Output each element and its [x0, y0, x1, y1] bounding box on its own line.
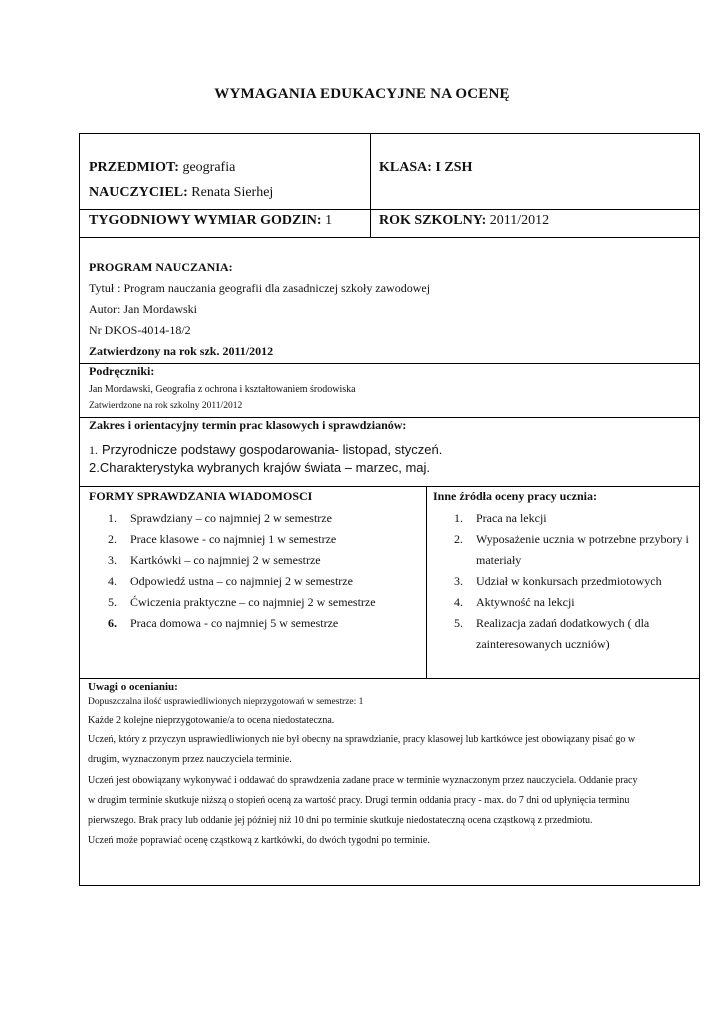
sources-item-text: zainteresowanych uczniów): [476, 637, 610, 651]
schedule-row: [80, 418, 699, 487]
remarks-line: w drugim terminie skutkuje niższą o stopień oceną za wartość pracy. Drugi termin oddania pracy - max. do 7 dni od upłynięcia terminu: [88, 795, 630, 806]
forms-row: [80, 487, 699, 679]
sources-item-text: Aktywność na lekcji: [476, 595, 575, 609]
page-title: WYMAGANIA EDUKACYJNE NA OCENĘ: [214, 86, 510, 102]
remarks-line: Uczeń może poprawiać ocenę cząstkową z kartkówki, do dwóch tygodni po terminie.: [88, 835, 430, 846]
remarks-cell: [80, 679, 699, 885]
subject-value: geografia: [182, 160, 236, 175]
subject-cell: [80, 134, 371, 209]
schedule-line-2: 2.Charakterystyka wybranych krajów świata – marzec, maj.: [89, 460, 431, 475]
class-cell: [371, 134, 699, 209]
program-number: Nr DKOS-4014-18/2: [89, 323, 191, 337]
teacher-line: [89, 185, 273, 201]
subject-line: [89, 160, 235, 176]
sources-item: [454, 595, 689, 616]
schedule-heading: Zakres i orientacyjny termin prac klasowych i sprawdzianów:: [89, 418, 407, 432]
sources-item-text: materiały: [476, 553, 522, 567]
forms-item: [108, 616, 376, 637]
textbooks-heading: Podręczniki:: [89, 364, 155, 378]
forms-item-number: 4.: [108, 574, 117, 588]
hours-label: TYGODNIOWY WYMIAR GODZIN:: [89, 213, 322, 228]
class-line: [379, 160, 472, 176]
requirements-table: [79, 133, 700, 886]
remarks-line: Uczeń, który z przyczyn usprawiedliwionych nie był obecny na sprawdzianie, pracy klasowej lub kartkówce jest obowiązany pisać go w: [88, 734, 636, 745]
forms-item-text: Ćwiczenia praktyczne – co najmniej 2 w semestrze: [130, 595, 376, 609]
subject-row: [80, 134, 699, 210]
sources-item-number: 4.: [454, 595, 463, 609]
forms-item: [108, 511, 376, 532]
schedule-line-1-num: 1.: [89, 443, 98, 457]
sources-heading: Inne źródła oceny pracy ucznia:: [433, 489, 597, 503]
hours-row: [80, 210, 699, 238]
sources-item-number: 5.: [454, 616, 463, 630]
teacher-value: Renata Sierhej: [191, 185, 274, 200]
forms-item-number: 2.: [108, 532, 117, 546]
sources-item-text: Udział w konkursach przedmiotowych: [476, 574, 662, 588]
class-value: I ZSH: [435, 160, 473, 175]
remarks-line: drugim, wyznaczonym przez nauczyciela terminie.: [88, 754, 292, 765]
textbooks-row: [80, 364, 699, 418]
forms-item-text: Kartkówki – co najmniej 2 w semestrze: [130, 553, 321, 567]
sources-item: [454, 574, 689, 595]
textbooks-line-1: Jan Mordawski, Geografia z ochrona i kształtowaniem środowiska: [89, 384, 356, 395]
year-value: 2011/2012: [489, 213, 550, 228]
sources-item-text: Wyposażenie ucznia w potrzebne przybory i: [476, 532, 689, 546]
remarks-line: Dopuszczalna ilość usprawiedliwionych nieprzygotowań w semestrze: 1: [88, 697, 364, 707]
remarks-heading: Uwagi o ocenianiu:: [88, 681, 178, 693]
sources-item-number: 1.: [454, 511, 463, 525]
program-heading: PROGRAM NAUCZANIA:: [89, 260, 233, 274]
year-label: ROK SZKOLNY:: [379, 213, 487, 228]
forms-item: [108, 532, 376, 553]
hours-value: 1: [325, 213, 333, 228]
forms-item: [108, 553, 376, 574]
teacher-label: NAUCZYCIEL:: [89, 185, 188, 200]
sources-item: [454, 553, 689, 574]
sources-item-text: Realizacja zadań dodatkowych ( dla: [476, 616, 650, 630]
forms-item-text: Prace klasowe - co najmniej 1 w semestrze: [130, 532, 337, 546]
remarks-line: Każde 2 kolejne nieprzygotowanie/a to ocena niedostateczna.: [88, 715, 335, 726]
sources-item: [454, 616, 689, 637]
sources-item: [454, 532, 689, 553]
program-title: Tytuł : Program nauczania geografii dla zasadniczej szkoły zawodowej: [89, 281, 431, 295]
program-author: Autor: Jan Mordawski: [89, 302, 197, 316]
remarks-line: Uczeń jest obowiązany wykonywać i oddawać do sprawdzenia zadane prace w terminie wyznaczonym przez nauczyciela. Oddanie pracy: [88, 775, 638, 786]
forms-heading: FORMY SPRAWDZANIA WIADOMOSCI: [89, 489, 313, 503]
forms-item-number: 5.: [108, 595, 117, 609]
forms-item: [108, 595, 376, 616]
sources-list: [454, 511, 689, 658]
subject-label: PRZEDMIOT:: [89, 160, 179, 175]
year-line: [379, 213, 549, 229]
schedule-line-1-text: Przyrodnicze podstawy gospodarowania- listopad, styczeń.: [102, 442, 443, 457]
forms-item: [108, 574, 376, 595]
sources-item-text: Praca na lekcji: [476, 511, 547, 525]
textbooks-line-2: Zatwierdzone na rok szkolny 2011/2012: [89, 401, 243, 411]
year-cell: [371, 210, 699, 237]
sources-item: [454, 637, 689, 658]
hours-line: [89, 213, 332, 229]
schedule-line-1: [89, 441, 442, 459]
forms-item-text: Praca domowa - co najmniej 5 w semestrze: [130, 616, 339, 630]
forms-item-number: 1.: [108, 511, 117, 525]
sources-item: [454, 511, 689, 532]
class-label: KLASA:: [379, 160, 432, 175]
forms-item-number: 3.: [108, 553, 117, 567]
sources-cell: [427, 487, 699, 678]
forms-list: [108, 511, 376, 637]
forms-item-text: Sprawdziany – co najmniej 2 w semestrze: [130, 511, 332, 525]
sources-item-number: 2.: [454, 532, 463, 546]
forms-cell: [80, 487, 427, 678]
program-approved: Zatwierdzony na rok szk. 2011/2012: [89, 344, 274, 358]
program-row: [80, 238, 699, 364]
remarks-line: pierwszego. Brak pracy lub oddanie jej później niż 10 dni po terminie skutkuje niedostateczną ocena cząstkową z przedmiotu.: [88, 815, 593, 826]
hours-cell: [80, 210, 371, 237]
sources-item-number: 3.: [454, 574, 463, 588]
forms-item-number: 6.: [108, 616, 117, 630]
forms-item-text: Odpowiedź ustna – co najmniej 2 w semestrze: [130, 574, 353, 588]
